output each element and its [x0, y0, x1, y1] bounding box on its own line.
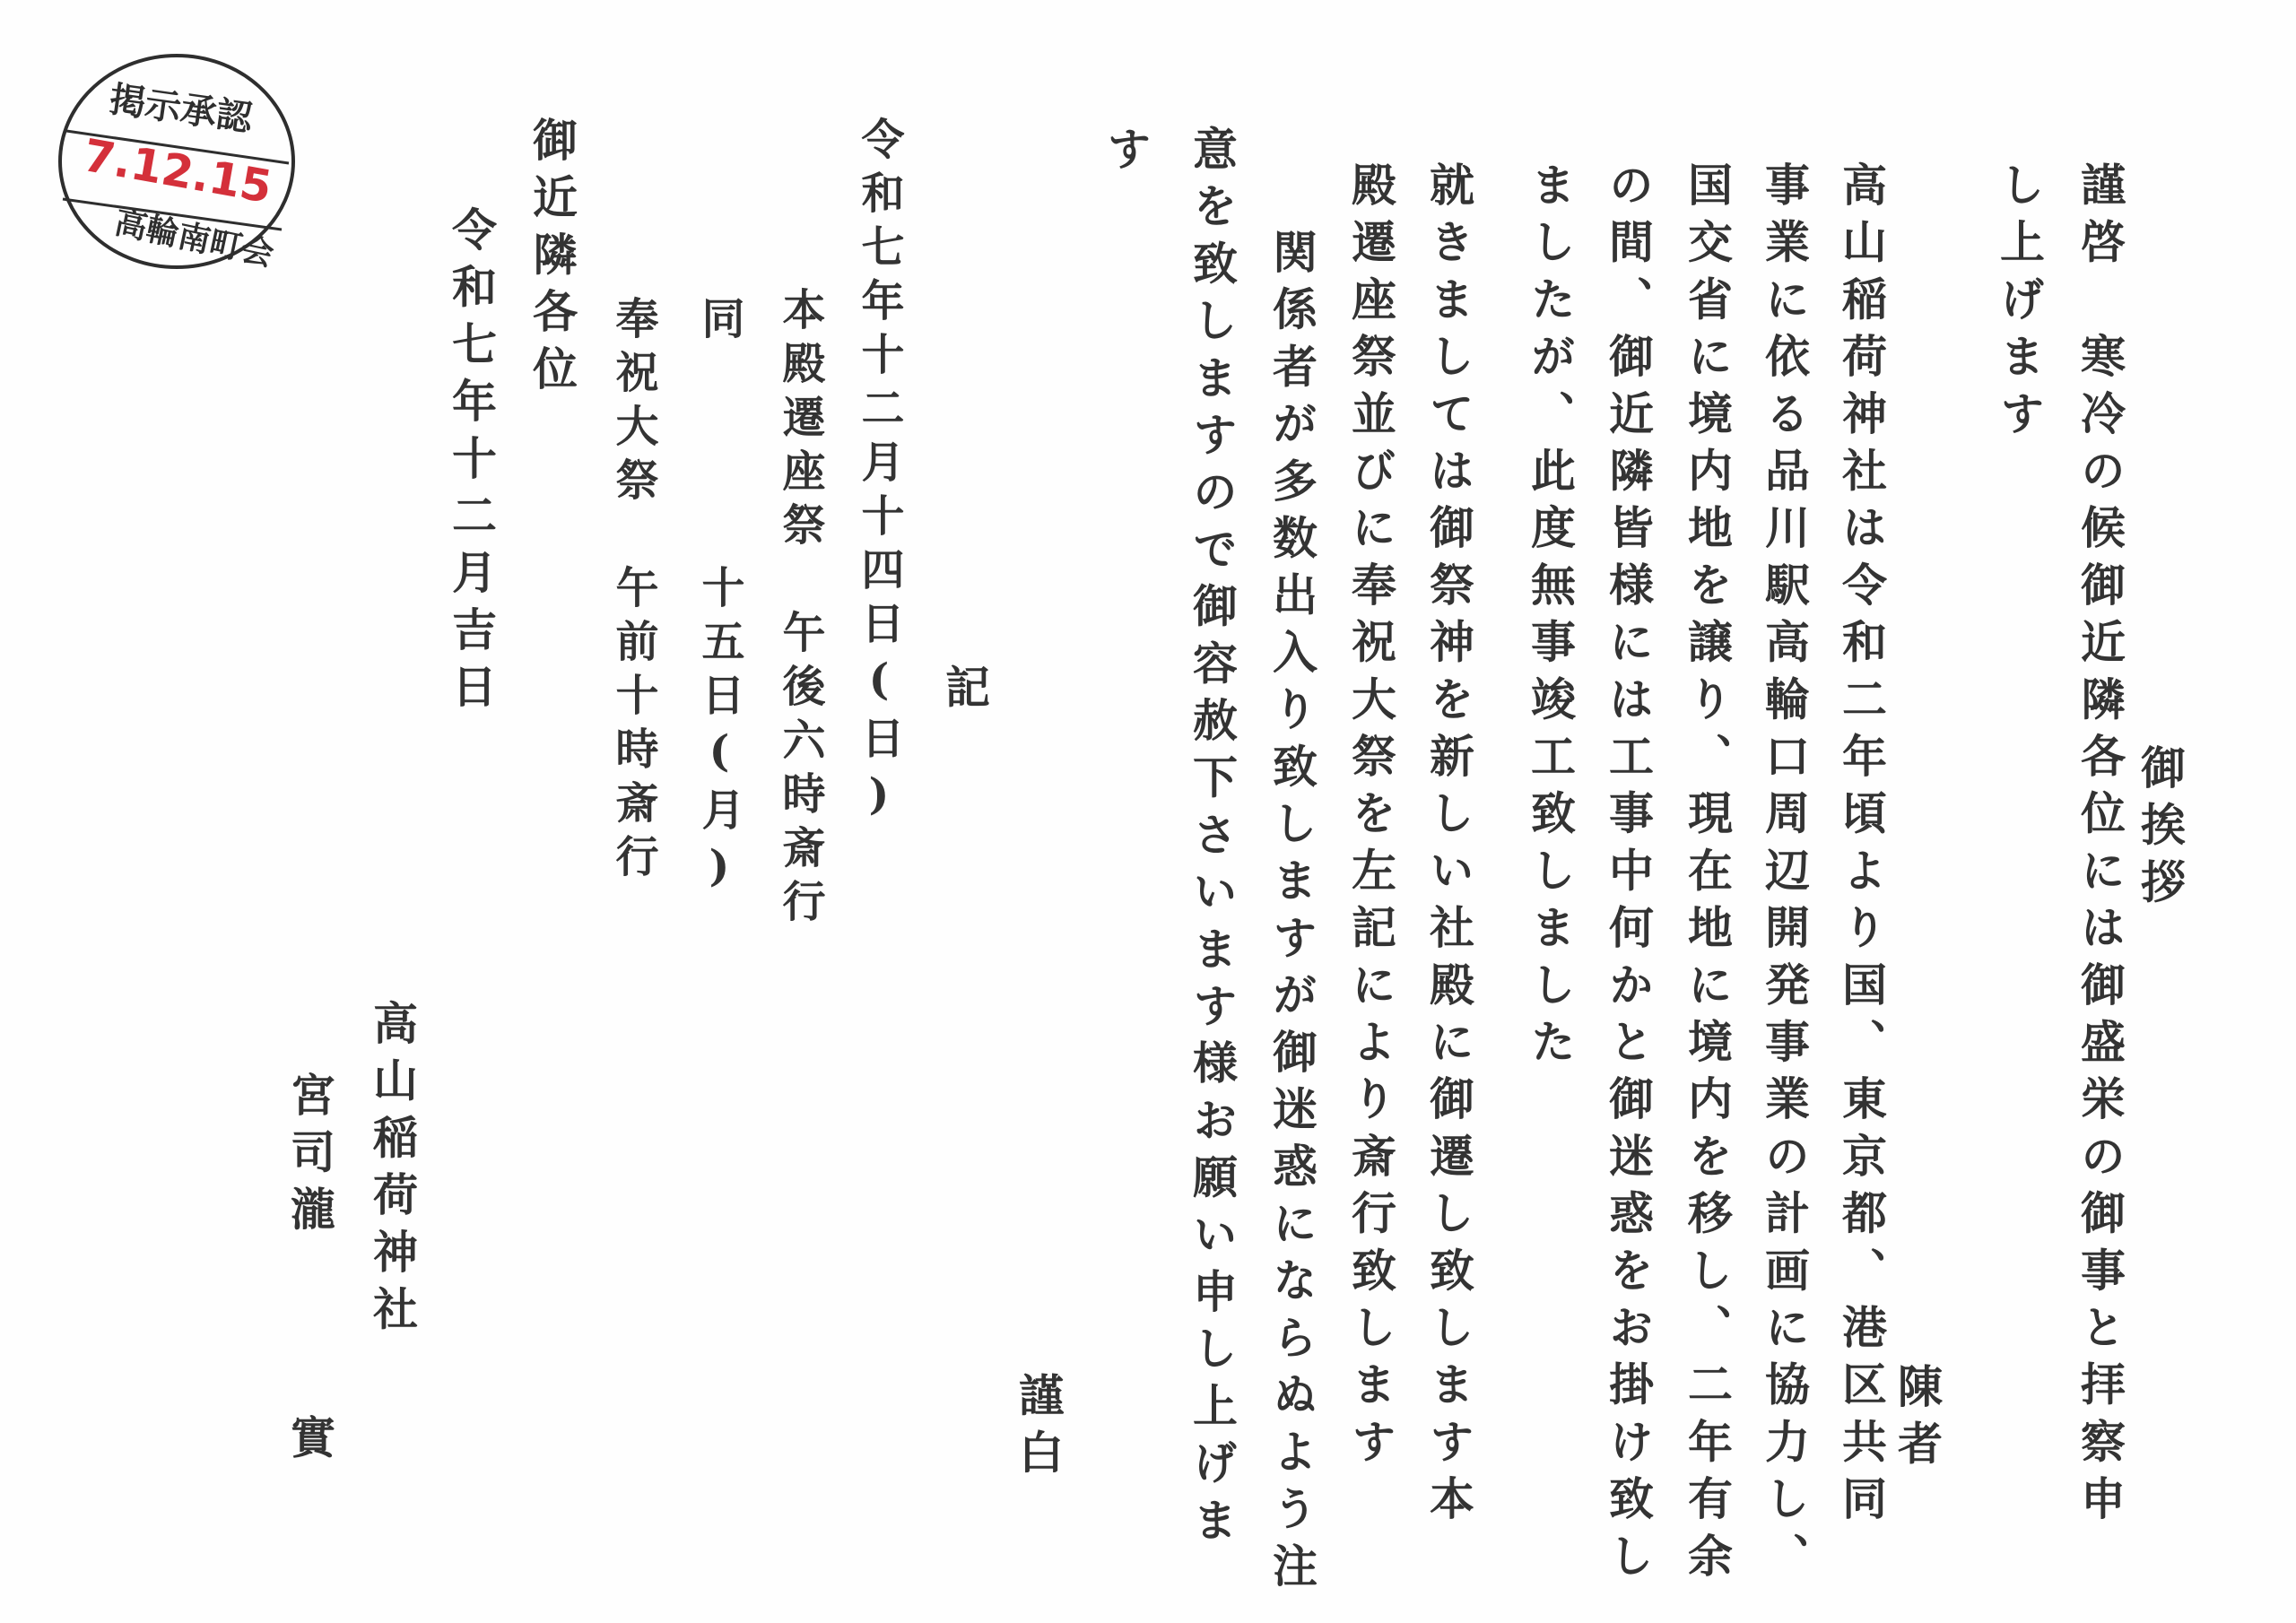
- event-date-1: 令和七年十二月十四日(日): [854, 117, 904, 830]
- letter-line-2: し上げます: [1993, 161, 2046, 447]
- stamp-label-bottom: 高輪南町会: [111, 204, 277, 274]
- letter-salutation: 陳者: [1891, 1363, 1944, 1478]
- notice-heading: 記: [938, 664, 991, 721]
- approval-stamp: [47, 45, 307, 278]
- letter-line-12: す: [1100, 126, 1152, 183]
- sender-priest: 宮司瀧 實: [283, 1072, 336, 1471]
- sender-shrine: 高山稲荷神社: [366, 1000, 419, 1343]
- letter-line-5: 国交省に境内地を譲り、現在地に境内を移し、二年有余: [1681, 161, 1734, 1590]
- letter-line-3: 高山稲荷神社は令和二年頃より国、東京都、港区共同: [1835, 161, 1888, 1532]
- stamp-label-top: 掲示承認: [107, 79, 255, 140]
- event-ceremony-1: 本殿遷座祭 午後六時斎行: [775, 287, 825, 933]
- event-ceremony-2: 奉祝大祭 午前十時斎行: [608, 296, 658, 888]
- letter-line-11: 意を致しますので御容赦下さいます様お願い申し上げま: [1186, 126, 1239, 1554]
- letter-line-10: 関係者が多数出入り致しますが御迷惑にならぬよう注: [1265, 229, 1318, 1600]
- stamp-date: 7.12.15: [79, 129, 276, 213]
- letter-line-6: の間、御近隣皆様には工事中何かと御迷惑をお掛け致し: [1602, 161, 1655, 1590]
- letter-title: 御挨拶: [2134, 744, 2187, 916]
- letter-line-9: 殿遷座祭並びに奉祝大祭を左記により斎行致します: [1344, 161, 1397, 1476]
- letter-closing: 謹白: [1012, 1372, 1065, 1487]
- letter-line-7: ましたが、此度無事竣工致しました: [1524, 161, 1577, 1076]
- letter-line-8: 就きましては御祭神を新しい社殿に御遷し致します本: [1422, 161, 1475, 1532]
- addressee: 御近隣各位: [526, 117, 578, 403]
- letter-line-1: 謹啓 寒冷の候御近隣各位には御盛栄の御事と拝察申: [2074, 161, 2126, 1532]
- event-date-2: 同 十五日(月): [694, 296, 744, 902]
- letter-line-4: 事業に依る品川駅高輪口周辺開発事業の計画に協力し、: [1758, 161, 1811, 1590]
- letter-date: 令和七年十二月吉日: [445, 206, 498, 721]
